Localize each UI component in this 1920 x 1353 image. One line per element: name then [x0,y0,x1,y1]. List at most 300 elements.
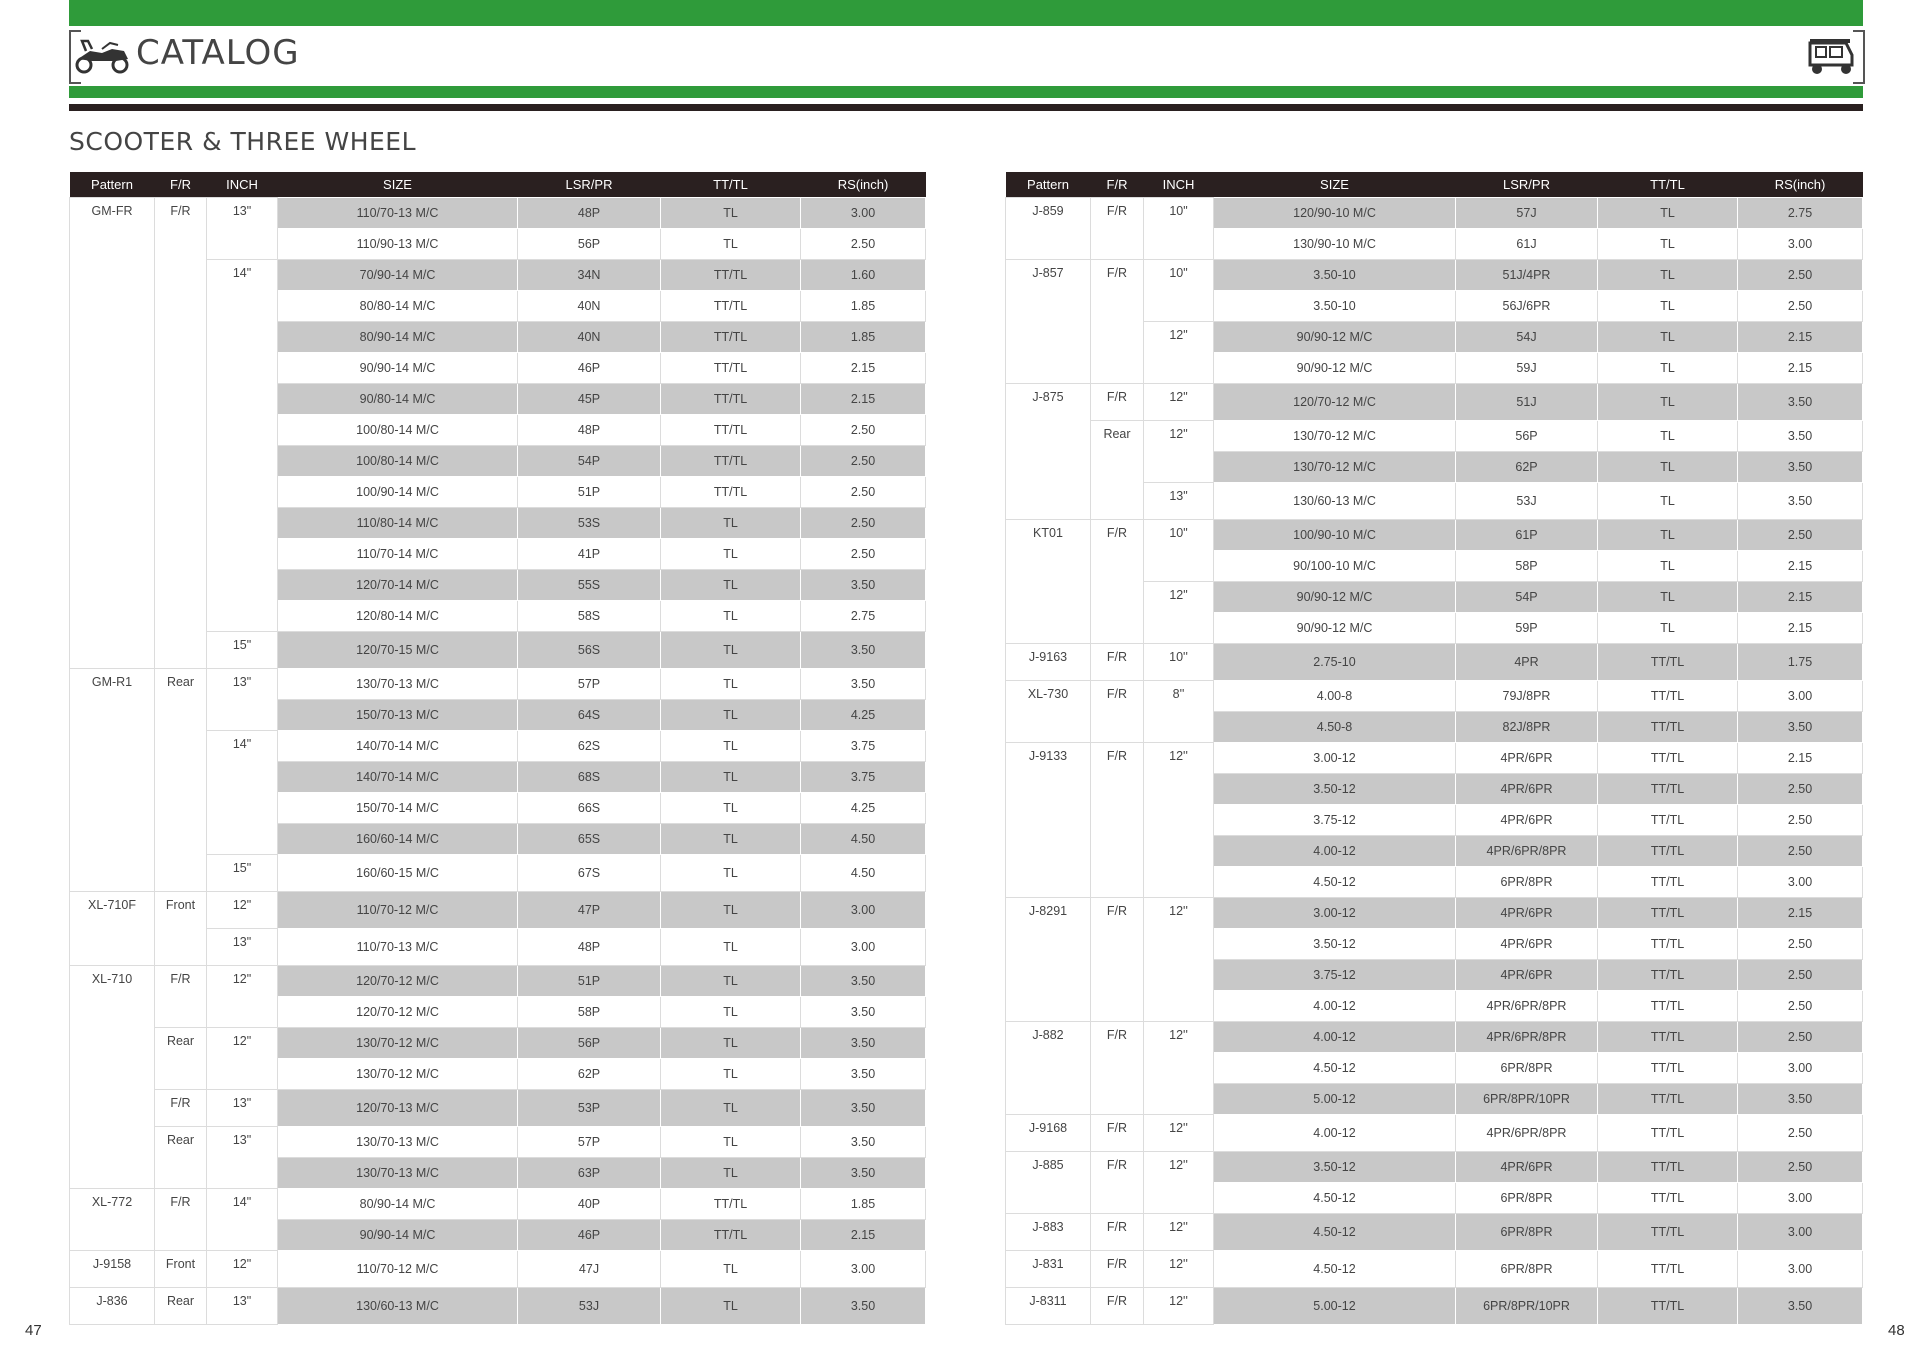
tt-tl-cell: TL [661,198,801,229]
lsr-pr-cell: 82J/8PR [1456,712,1598,743]
auto-rickshaw-icon [1804,35,1858,77]
inch-cell: 13" [207,1090,278,1127]
rs-cell: 3.00 [1738,1183,1863,1214]
table-row [1006,898,1863,929]
inch-cell: 10" [1144,260,1214,322]
size-cell: 120/90-10 M/C [1214,198,1456,229]
rs-cell: 3.50 [801,669,926,700]
tt-tl-cell: TT/TL [661,260,801,291]
rs-cell: 3.50 [801,1059,926,1090]
fr-cell: F/R [1091,384,1144,421]
inch-cell: 12" [1144,322,1214,384]
tt-tl-cell: TT/TL [1598,1251,1738,1288]
tt-tl-cell: TT/TL [1598,867,1738,898]
lsr-pr-cell: 62S [518,731,661,762]
lsr-pr-cell: 4PR [1456,644,1598,681]
size-cell: 150/70-14 M/C [278,793,518,824]
fr-cell: F/R [1091,1152,1144,1214]
tt-tl-cell: TT/TL [1598,1084,1738,1115]
table-header-row [70,172,926,198]
lsr-pr-cell: 47P [518,892,661,929]
lsr-pr-cell: 62P [518,1059,661,1090]
size-cell: 130/60-13 M/C [1214,483,1456,520]
rs-cell: 2.50 [801,446,926,477]
inch-cell: 13" [207,198,278,260]
pattern-cell: J-9163 [1006,644,1091,681]
lsr-pr-cell: 66S [518,793,661,824]
rs-cell: 2.50 [1738,805,1863,836]
page-number-right: 48 [1888,1322,1905,1339]
tt-tl-cell: TL [661,1158,801,1189]
lsr-pr-cell: 4PR/6PR [1456,960,1598,991]
lsr-pr-cell: 58P [518,997,661,1028]
column-header-fr: F/R [155,172,207,198]
pattern-cell: J-9168 [1006,1115,1091,1152]
rs-cell: 3.50 [801,570,926,601]
size-cell: 2.75-10 [1214,644,1456,681]
inch-cell: 12'' [1144,1288,1214,1325]
column-header-rs: RS(inch) [801,172,926,198]
rs-cell: 2.15 [801,1220,926,1251]
fr-cell: F/R [1091,198,1144,260]
table-row [70,198,926,229]
tt-tl-cell: TL [661,929,801,966]
size-cell: 110/70-13 M/C [278,929,518,966]
table-row [70,1127,926,1158]
size-cell: 110/70-14 M/C [278,539,518,570]
lsr-pr-cell: 53J [518,1288,661,1325]
tt-tl-cell: TT/TL [1598,743,1738,774]
lsr-pr-cell: 51P [518,477,661,508]
inch-cell: 13" [1144,483,1214,520]
fr-cell: F/R [1091,1115,1144,1152]
tt-tl-cell: TT/TL [1598,1288,1738,1325]
tt-tl-cell: TT/TL [661,1220,801,1251]
lsr-pr-cell: 4PR/6PR [1456,805,1598,836]
rs-cell: 4.25 [801,700,926,731]
rs-cell: 2.50 [1738,1115,1863,1152]
inch-cell: 13" [207,1127,278,1189]
tt-tl-cell: TT/TL [661,322,801,353]
pattern-cell: J-8311 [1006,1288,1091,1325]
rs-cell: 2.50 [801,229,926,260]
size-cell: 130/60-13 M/C [278,1288,518,1325]
rs-cell: 3.00 [801,198,926,229]
lsr-pr-cell: 40N [518,322,661,353]
lsr-pr-cell: 4PR/6PR/8PR [1456,991,1598,1022]
pattern-cell: GM-R1 [70,669,155,892]
inch-cell: 14" [207,731,278,855]
column-header-rs: RS(inch) [1738,172,1863,198]
fr-cell: Rear [155,1127,207,1189]
table-row [70,669,926,700]
rs-cell: 2.15 [1738,353,1863,384]
inch-cell: 12'' [1144,1214,1214,1251]
rs-cell: 2.50 [1738,774,1863,805]
tt-tl-cell: TT/TL [1598,1152,1738,1183]
size-cell: 4.50-12 [1214,1183,1456,1214]
pattern-cell: J-857 [1006,260,1091,384]
tt-tl-cell: TT/TL [661,353,801,384]
lsr-pr-cell: 55S [518,570,661,601]
rs-cell: 2.50 [1738,1152,1863,1183]
rs-cell: 3.50 [801,1158,926,1189]
inch-cell: 12" [1144,384,1214,421]
size-cell: 120/70-13 M/C [278,1090,518,1127]
column-header-pattern: Pattern [70,172,155,198]
size-cell: 90/100-10 M/C [1214,551,1456,582]
lsr-pr-cell: 79J/8PR [1456,681,1598,712]
lsr-pr-cell: 56P [1456,421,1598,452]
size-cell: 3.50-12 [1214,1152,1456,1183]
pattern-cell: KT01 [1006,520,1091,644]
inch-cell: 13" [207,929,278,966]
tt-tl-cell: TL [661,1251,801,1288]
tt-tl-cell: TT/TL [1598,1183,1738,1214]
size-cell: 4.00-12 [1214,1115,1456,1152]
table-row [70,1028,926,1059]
lsr-pr-cell: 54P [518,446,661,477]
lsr-pr-cell: 4PR/6PR [1456,774,1598,805]
size-cell: 4.50-8 [1214,712,1456,743]
rs-cell: 4.50 [801,824,926,855]
tt-tl-cell: TT/TL [661,477,801,508]
size-cell: 130/70-12 M/C [278,1028,518,1059]
tt-tl-cell: TL [1598,520,1738,551]
inch-cell: 10'' [1144,644,1214,681]
fr-cell: F/R [1091,1288,1144,1325]
pattern-cell: J-836 [70,1288,155,1325]
rs-cell: 2.50 [1738,260,1863,291]
inch-cell: 12'' [1144,1251,1214,1288]
tt-tl-cell: TL [661,229,801,260]
lsr-pr-cell: 56J/6PR [1456,291,1598,322]
fr-cell: F/R [1091,260,1144,384]
size-cell: 70/90-14 M/C [278,260,518,291]
rs-cell: 2.15 [1738,322,1863,353]
pattern-cell: J-9133 [1006,743,1091,898]
tt-tl-cell: TL [661,669,801,700]
lsr-pr-cell: 6PR/8PR/10PR [1456,1084,1598,1115]
size-cell: 3.50-10 [1214,260,1456,291]
fr-cell: Rear [1091,421,1144,520]
lsr-pr-cell: 56P [518,229,661,260]
lsr-pr-cell: 59P [1456,613,1598,644]
pattern-cell: J-885 [1006,1152,1091,1214]
column-header-inch: INCH [207,172,278,198]
inch-cell: 15" [207,855,278,892]
size-cell: 90/90-14 M/C [278,1220,518,1251]
pattern-cell: J-875 [1006,384,1091,520]
tt-tl-cell: TT/TL [1598,1115,1738,1152]
rs-cell: 3.00 [1738,1214,1863,1251]
rs-cell: 2.50 [1738,1022,1863,1053]
size-cell: 90/90-12 M/C [1214,353,1456,384]
rs-cell: 2.50 [1738,520,1863,551]
tt-tl-cell: TT/TL [1598,898,1738,929]
tt-tl-cell: TL [1598,452,1738,483]
table-row [1006,198,1863,229]
fr-cell: F/R [1091,898,1144,1022]
size-cell: 110/70-12 M/C [278,892,518,929]
rs-cell: 2.15 [1738,582,1863,613]
pattern-cell: J-831 [1006,1251,1091,1288]
size-cell: 130/70-13 M/C [278,669,518,700]
size-cell: 90/90-12 M/C [1214,582,1456,613]
size-cell: 3.75-12 [1214,960,1456,991]
table-row [1006,384,1863,421]
inch-cell: 14" [207,260,278,632]
tt-tl-cell: TL [1598,483,1738,520]
size-cell: 4.50-12 [1214,867,1456,898]
size-cell: 140/70-14 M/C [278,762,518,793]
rs-cell: 2.75 [1738,198,1863,229]
lsr-pr-cell: 6PR/8PR [1456,1251,1598,1288]
size-cell: 110/70-12 M/C [278,1251,518,1288]
table-row [1006,681,1863,712]
lsr-pr-cell: 34N [518,260,661,291]
size-cell: 90/90-14 M/C [278,353,518,384]
table-row [1006,1115,1863,1152]
tt-tl-cell: TL [661,731,801,762]
lsr-pr-cell: 53S [518,508,661,539]
tt-tl-cell: TL [661,824,801,855]
inch-cell: 12" [207,966,278,1028]
rs-cell: 2.15 [1738,743,1863,774]
tt-tl-cell: TL [1598,322,1738,353]
column-header-lsr-pr: LSR/PR [1456,172,1598,198]
tt-tl-cell: TL [1598,260,1738,291]
lsr-pr-cell: 54P [1456,582,1598,613]
lsr-pr-cell: 40N [518,291,661,322]
tt-tl-cell: TL [1598,384,1738,421]
table-row [1006,1288,1863,1325]
lsr-pr-cell: 4PR/6PR [1456,929,1598,960]
lsr-pr-cell: 4PR/6PR [1456,743,1598,774]
fr-cell: F/R [155,1090,207,1127]
size-cell: 90/90-12 M/C [1214,322,1456,353]
inch-cell: 12" [1144,421,1214,483]
table-row [1006,1251,1863,1288]
rs-cell: 2.50 [801,415,926,446]
lsr-pr-cell: 6PR/8PR/10PR [1456,1288,1598,1325]
lsr-pr-cell: 53P [518,1090,661,1127]
pattern-cell: XL-710F [70,892,155,966]
fr-cell: F/R [155,966,207,1028]
rs-cell: 1.85 [801,322,926,353]
size-cell: 90/90-12 M/C [1214,613,1456,644]
tt-tl-cell: TL [661,892,801,929]
tt-tl-cell: TL [661,762,801,793]
page-number-left: 47 [25,1322,42,1339]
rs-cell: 3.75 [801,762,926,793]
size-cell: 80/90-14 M/C [278,1189,518,1220]
tt-tl-cell: TL [661,1028,801,1059]
green-header-band [69,86,1863,98]
tt-tl-cell: TT/TL [661,1189,801,1220]
rs-cell: 2.50 [1738,960,1863,991]
rs-cell: 3.00 [1738,229,1863,260]
size-cell: 4.50-12 [1214,1251,1456,1288]
column-header-inch: INCH [1144,172,1214,198]
lsr-pr-cell: 41P [518,539,661,570]
rs-cell: 3.50 [801,966,926,997]
size-cell: 3.75-12 [1214,805,1456,836]
tt-tl-cell: TT/TL [1598,929,1738,960]
inch-cell: 15" [207,632,278,669]
pattern-cell: GM-FR [70,198,155,669]
lsr-pr-cell: 61J [1456,229,1598,260]
inch-cell: 13" [207,669,278,731]
size-cell: 120/80-14 M/C [278,601,518,632]
tt-tl-cell: TT/TL [1598,681,1738,712]
size-cell: 130/70-13 M/C [278,1158,518,1189]
rs-cell: 1.60 [801,260,926,291]
rs-cell: 3.00 [1738,867,1863,898]
size-cell: 120/70-15 M/C [278,632,518,669]
rs-cell: 1.85 [801,291,926,322]
size-cell: 120/70-12 M/C [278,997,518,1028]
column-header-size: SIZE [278,172,518,198]
top-green-bar [69,0,1863,26]
pattern-cell: XL-730 [1006,681,1091,743]
table-row [70,892,926,929]
lsr-pr-cell: 68S [518,762,661,793]
lsr-pr-cell: 48P [518,929,661,966]
pattern-cell: J-9158 [70,1251,155,1288]
tt-tl-cell: TT/TL [1598,774,1738,805]
tt-tl-cell: TT/TL [1598,1214,1738,1251]
inch-cell: 12'' [1144,1022,1214,1115]
rs-cell: 2.50 [801,508,926,539]
rs-cell: 3.50 [801,1288,926,1325]
table-row [70,1090,926,1127]
tt-tl-cell: TL [661,539,801,570]
column-header-tt-tl: TT/TL [661,172,801,198]
lsr-pr-cell: 64S [518,700,661,731]
table-row [1006,1022,1863,1053]
lsr-pr-cell: 61P [1456,520,1598,551]
lsr-pr-cell: 57P [518,669,661,700]
tt-tl-cell: TL [1598,551,1738,582]
lsr-pr-cell: 58S [518,601,661,632]
lsr-pr-cell: 6PR/8PR [1456,867,1598,898]
size-cell: 80/80-14 M/C [278,291,518,322]
lsr-pr-cell: 51P [518,966,661,997]
size-cell: 3.00-12 [1214,743,1456,774]
lsr-pr-cell: 67S [518,855,661,892]
rs-cell: 3.50 [1738,421,1863,452]
table-row [70,1288,926,1325]
tt-tl-cell: TT/TL [1598,712,1738,743]
size-cell: 100/90-10 M/C [1214,520,1456,551]
tt-tl-cell: TL [1598,229,1738,260]
table-row [70,966,926,997]
tt-tl-cell: TL [661,1127,801,1158]
dark-header-band [69,104,1863,111]
fr-cell: Rear [155,669,207,892]
size-cell: 5.00-12 [1214,1288,1456,1325]
lsr-pr-cell: 4PR/6PR [1456,1152,1598,1183]
size-cell: 4.50-12 [1214,1214,1456,1251]
tt-tl-cell: TL [661,793,801,824]
inch-cell: 12" [207,1028,278,1090]
rs-cell: 2.75 [801,601,926,632]
lsr-pr-cell: 51J/4PR [1456,260,1598,291]
tt-tl-cell: TL [661,601,801,632]
tt-tl-cell: TL [661,632,801,669]
lsr-pr-cell: 63P [518,1158,661,1189]
section-title: SCOOTER & THREE WHEEL [69,127,417,156]
size-cell: 3.50-12 [1214,929,1456,960]
rs-cell: 4.25 [801,793,926,824]
pattern-cell: J-8291 [1006,898,1091,1022]
rs-cell: 2.15 [1738,613,1863,644]
size-cell: 4.50-12 [1214,1053,1456,1084]
tt-tl-cell: TL [661,1288,801,1325]
pattern-cell: J-859 [1006,198,1091,260]
fr-cell: F/R [1091,1251,1144,1288]
size-cell: 5.00-12 [1214,1084,1456,1115]
inch-cell: 12'' [1144,1152,1214,1214]
tt-tl-cell: TL [661,570,801,601]
table-row [70,1251,926,1288]
size-cell: 80/90-14 M/C [278,322,518,353]
inch-cell: 12" [207,1251,278,1288]
size-cell: 110/70-13 M/C [278,198,518,229]
tt-tl-cell: TT/TL [1598,1022,1738,1053]
lsr-pr-cell: 40P [518,1189,661,1220]
catalog-title: CATALOG [136,33,300,73]
inch-cell: 12" [207,892,278,929]
tt-tl-cell: TL [661,700,801,731]
rs-cell: 1.75 [1738,644,1863,681]
rs-cell: 3.50 [1738,384,1863,421]
rs-cell: 3.00 [1738,1053,1863,1084]
inch-cell: 10" [1144,520,1214,582]
fr-cell: Rear [155,1288,207,1325]
size-cell: 100/80-14 M/C [278,415,518,446]
fr-cell: Rear [155,1028,207,1090]
tt-tl-cell: TT/TL [661,415,801,446]
lsr-pr-cell: 6PR/8PR [1456,1183,1598,1214]
lsr-pr-cell: 4PR/6PR [1456,898,1598,929]
table-row [1006,1152,1863,1183]
tt-tl-cell: TT/TL [1598,805,1738,836]
tt-tl-cell: TT/TL [661,291,801,322]
fr-cell: Front [155,1251,207,1288]
column-header-pattern: Pattern [1006,172,1091,198]
tt-tl-cell: TL [661,997,801,1028]
tt-tl-cell: TL [661,508,801,539]
table-row [1006,644,1863,681]
size-cell: 160/60-15 M/C [278,855,518,892]
size-cell: 3.50-10 [1214,291,1456,322]
lsr-pr-cell: 6PR/8PR [1456,1053,1598,1084]
lsr-pr-cell: 4PR/6PR/8PR [1456,1115,1598,1152]
column-header-fr: F/R [1091,172,1144,198]
tt-tl-cell: TL [1598,582,1738,613]
size-cell: 160/60-14 M/C [278,824,518,855]
inch-cell: 12'' [1144,1115,1214,1152]
lsr-pr-cell: 57P [518,1127,661,1158]
rs-cell: 3.00 [801,929,926,966]
tt-tl-cell: TL [1598,421,1738,452]
table-row [1006,1214,1863,1251]
lsr-pr-cell: 6PR/8PR [1456,1214,1598,1251]
fr-cell: F/R [1091,743,1144,898]
lsr-pr-cell: 54J [1456,322,1598,353]
